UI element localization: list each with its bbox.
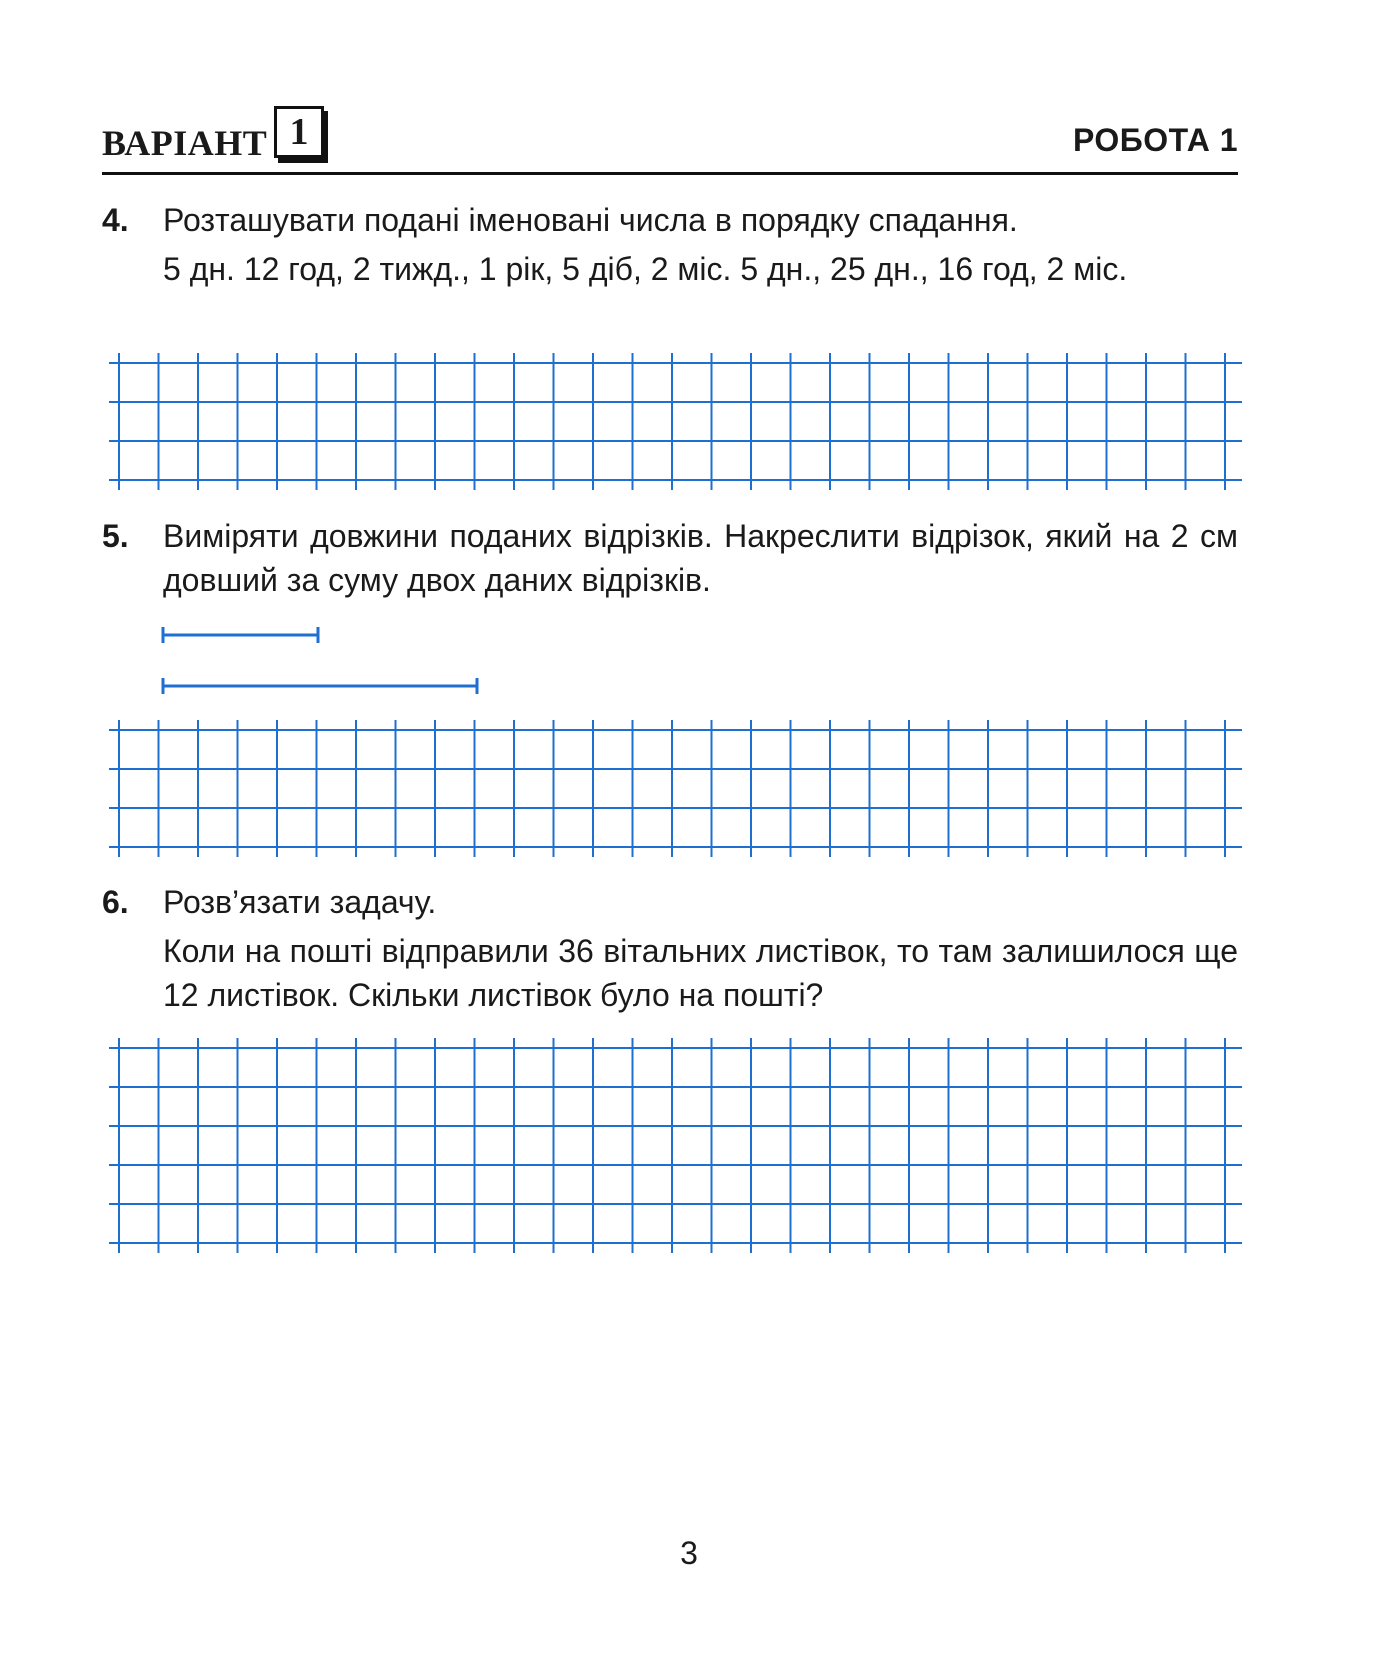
work-label: РОБОТА 1: [1072, 122, 1238, 158]
task-6-title: Розв’язати задачу.: [163, 884, 437, 920]
answer-grid-task-5: [109, 720, 1242, 857]
segment-short: [163, 627, 318, 643]
page-number: 3: [680, 1535, 698, 1571]
page-header: [102, 104, 1238, 174]
task-5-instruction: Виміряти довжини поданих відрізків. Накреслити відрізок, який на 2 см довший за суму двох даних відрізків.: [163, 518, 1238, 598]
task-number: 5.: [102, 518, 129, 554]
variant-number-box: 1: [274, 106, 324, 158]
task-4-instruction: Розташувати подані іменовані числа в порядку спадання.: [163, 202, 1018, 238]
task-number: 4.: [102, 202, 129, 238]
answer-grid-task-6: [109, 1038, 1242, 1253]
header-divider: [102, 172, 1238, 175]
task-6-problem: Коли на пошті відправили 36 вітальних листівок, то там залишилося ще 12 листівок. Скільки листівок було на пошті?: [163, 933, 1238, 1013]
task-6: [102, 880, 1238, 1017]
segment-long: [163, 678, 477, 694]
variant-label: ВАРІАНТ: [102, 123, 268, 163]
task-4: [102, 198, 1238, 291]
task-number: 6.: [102, 884, 129, 920]
answer-grid-task-4: [109, 353, 1242, 490]
task-4-values: 5 дн. 12 год, 2 тижд., 1 рік, 5 діб, 2 міс. 5 дн., 25 дн., 16 год, 2 міс.: [163, 251, 1128, 287]
task-5: [102, 514, 1238, 602]
